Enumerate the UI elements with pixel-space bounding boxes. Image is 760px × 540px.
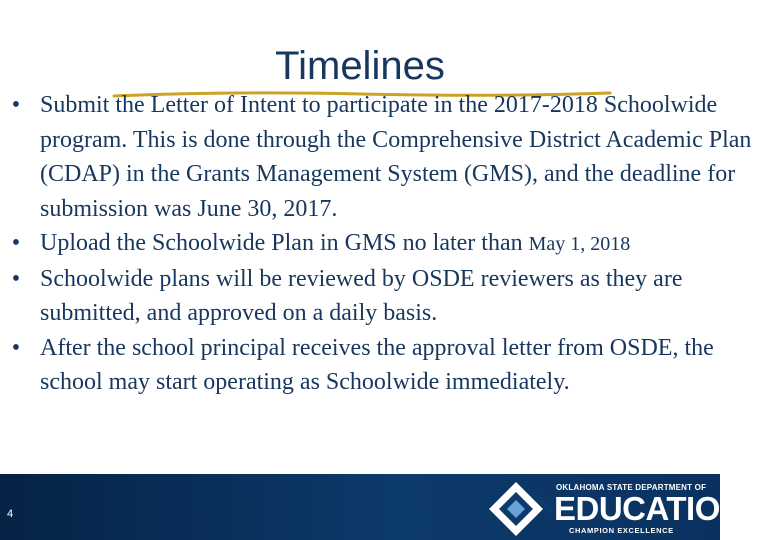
bullet-marker: • bbox=[11, 334, 21, 361]
bullet-marker: • bbox=[11, 265, 21, 292]
bullet-date: May 1, 2018 bbox=[528, 233, 631, 255]
logo-tagline: CHAMPION EXCELLENCE bbox=[569, 526, 674, 535]
footer-bar bbox=[0, 474, 744, 540]
bullet-marker: • bbox=[11, 230, 21, 256]
osde-diamond-logo-icon bbox=[487, 480, 545, 538]
bullet-text: Upload the Schoolwide Plan in GMS no later than bbox=[40, 230, 529, 256]
bullet-item bbox=[6, 88, 760, 226]
bullet-item bbox=[6, 331, 760, 400]
logo-department-text: OKLAHOMA STATE DEPARTMENT OF bbox=[556, 483, 707, 492]
bullet-text: After the school principal receives the approval letter from OSDE, the school may start operating as Schoolwide immediately. bbox=[40, 334, 714, 395]
logo-education-text: EDUCATION bbox=[554, 490, 744, 527]
bullet-text: Schoolwide plans will be reviewed by OSDE reviewers as they are submitted, and approved on a daily basis. bbox=[40, 265, 683, 326]
slide-title: Timelines bbox=[275, 44, 445, 88]
bullet-text: Submit the Letter of Intent to participate in the 2017-2018 Schoolwide program. This is done through the Comprehensive District Academic Plan (CDAP) in the Grants Management System (GMS), and the deadline for submission was June 30, 2017. bbox=[40, 92, 752, 222]
bullet-item bbox=[6, 262, 760, 331]
page-number: 4 bbox=[7, 508, 14, 520]
bullet-list bbox=[0, 88, 760, 400]
bullet-marker: • bbox=[11, 92, 21, 118]
bullet-item bbox=[6, 226, 760, 262]
